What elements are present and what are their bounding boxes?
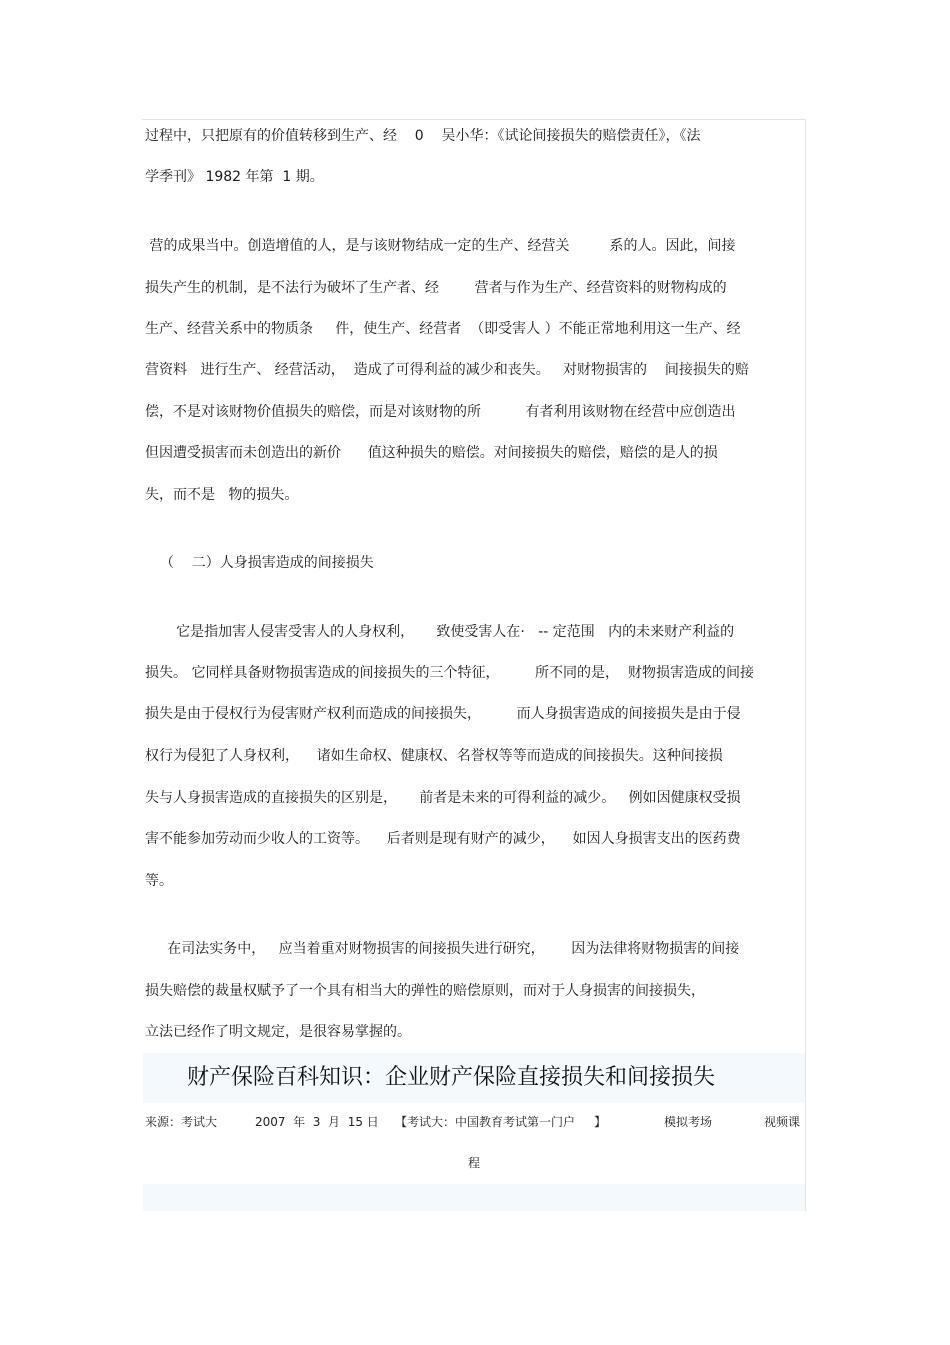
text-line: 偿，不是对该财物价值损失的赔偿，而是对该财物的所 有者利用该财物在经营中应创造出 (145, 404, 736, 420)
bottom-band (143, 1184, 805, 1211)
portal-link[interactable]: 【考试大：中国教育考试第一门户 】 (395, 1115, 607, 1129)
text-line: 过程中，只把原有的价值转移到生产、经 0 吴小华：《试论间接损失的赔偿责任》，《法 (145, 128, 701, 144)
text-line: 损失赔偿的裁量权赋予了一个具有相当大的弹性的赔偿原则，而对于人身损害的间接损失， (145, 983, 705, 999)
text-line: 立法已经作了明文规定，是很容易掌握的。 (145, 1024, 411, 1040)
section-heading: （ 二）人身损害造成的间接损失 (160, 555, 374, 571)
text-line: 失，而不是 物的损失。 (145, 487, 299, 503)
text-line: 损失产生的机制，是不法行为破坏了生产者、经 营者与作为生产、经营资料的财物构成的 (145, 280, 727, 296)
text-line: 它是指加害人侵害受害人的人身权利， 致使受害人在· -- 定范围 内的未来财产利益的 (145, 624, 735, 640)
text-line: 权行为侵犯了人身权利， 诸如生命权、健康权、名誉权等等而造成的间接损失。这种间接损 (145, 748, 723, 764)
text-line: 损失。 它同样具备财物损害造成的间接损失的三个特征， 所不同的是， 财物损害造成的间接 (145, 665, 754, 681)
text-line: 但因遭受损害而未创造出的新价 值这种损失的赔偿。对间接损失的赔偿，赔偿的是人的损 (145, 445, 718, 461)
text-line: 在司法实务中， 应当着重对财物损害的间接损失进行研究， 因为法律将财物损害的间接 (145, 941, 740, 957)
text-line: 营资料 进行生产、 经营活动， 造成了可得利益的减少和丧失。 对财物损害的 间接损失的赔 (145, 362, 749, 378)
article-title: 财产保险百科知识：企业财产保险直接损失和间接损失 (187, 1065, 716, 1090)
text-line: 等。 (145, 873, 173, 889)
video-course-link[interactable]: 视频课 (764, 1115, 801, 1129)
mock-exam-link[interactable]: 模拟考场 (664, 1115, 713, 1129)
text-line: 害不能参加劳动而少收人的工资等。 后者则是现有财产的减少， 如因人身损害支出的医药费 (145, 831, 741, 847)
article-date: 2007 年 3 月 15 日 (255, 1115, 379, 1129)
article-source: 来源：考试大 (145, 1115, 218, 1129)
video-course-link-wrap[interactable]: 程 (468, 1156, 481, 1170)
text-line: 损失是由于侵权行为侵害财产权利而造成的间接损失， 而人身损害造成的间接损失是由于侵 (145, 706, 741, 722)
text-line: 营的成果当中。创造增值的人，是与该财物结成一定的生产、经营关 系的人。因此，间接 (145, 238, 736, 254)
text-line: 生产、经营关系中的物质条 件，使生产、经营者 （即受害人 ）不能正常地利用这一生产、经 (145, 321, 741, 337)
text-line: 失与人身损害造成的直接损失的区别是， 前者是未来的可得利益的减少。 例如因健康权受损 (145, 790, 741, 806)
text-line: 学季刊》 1982 年第 1 期。 (145, 169, 324, 185)
